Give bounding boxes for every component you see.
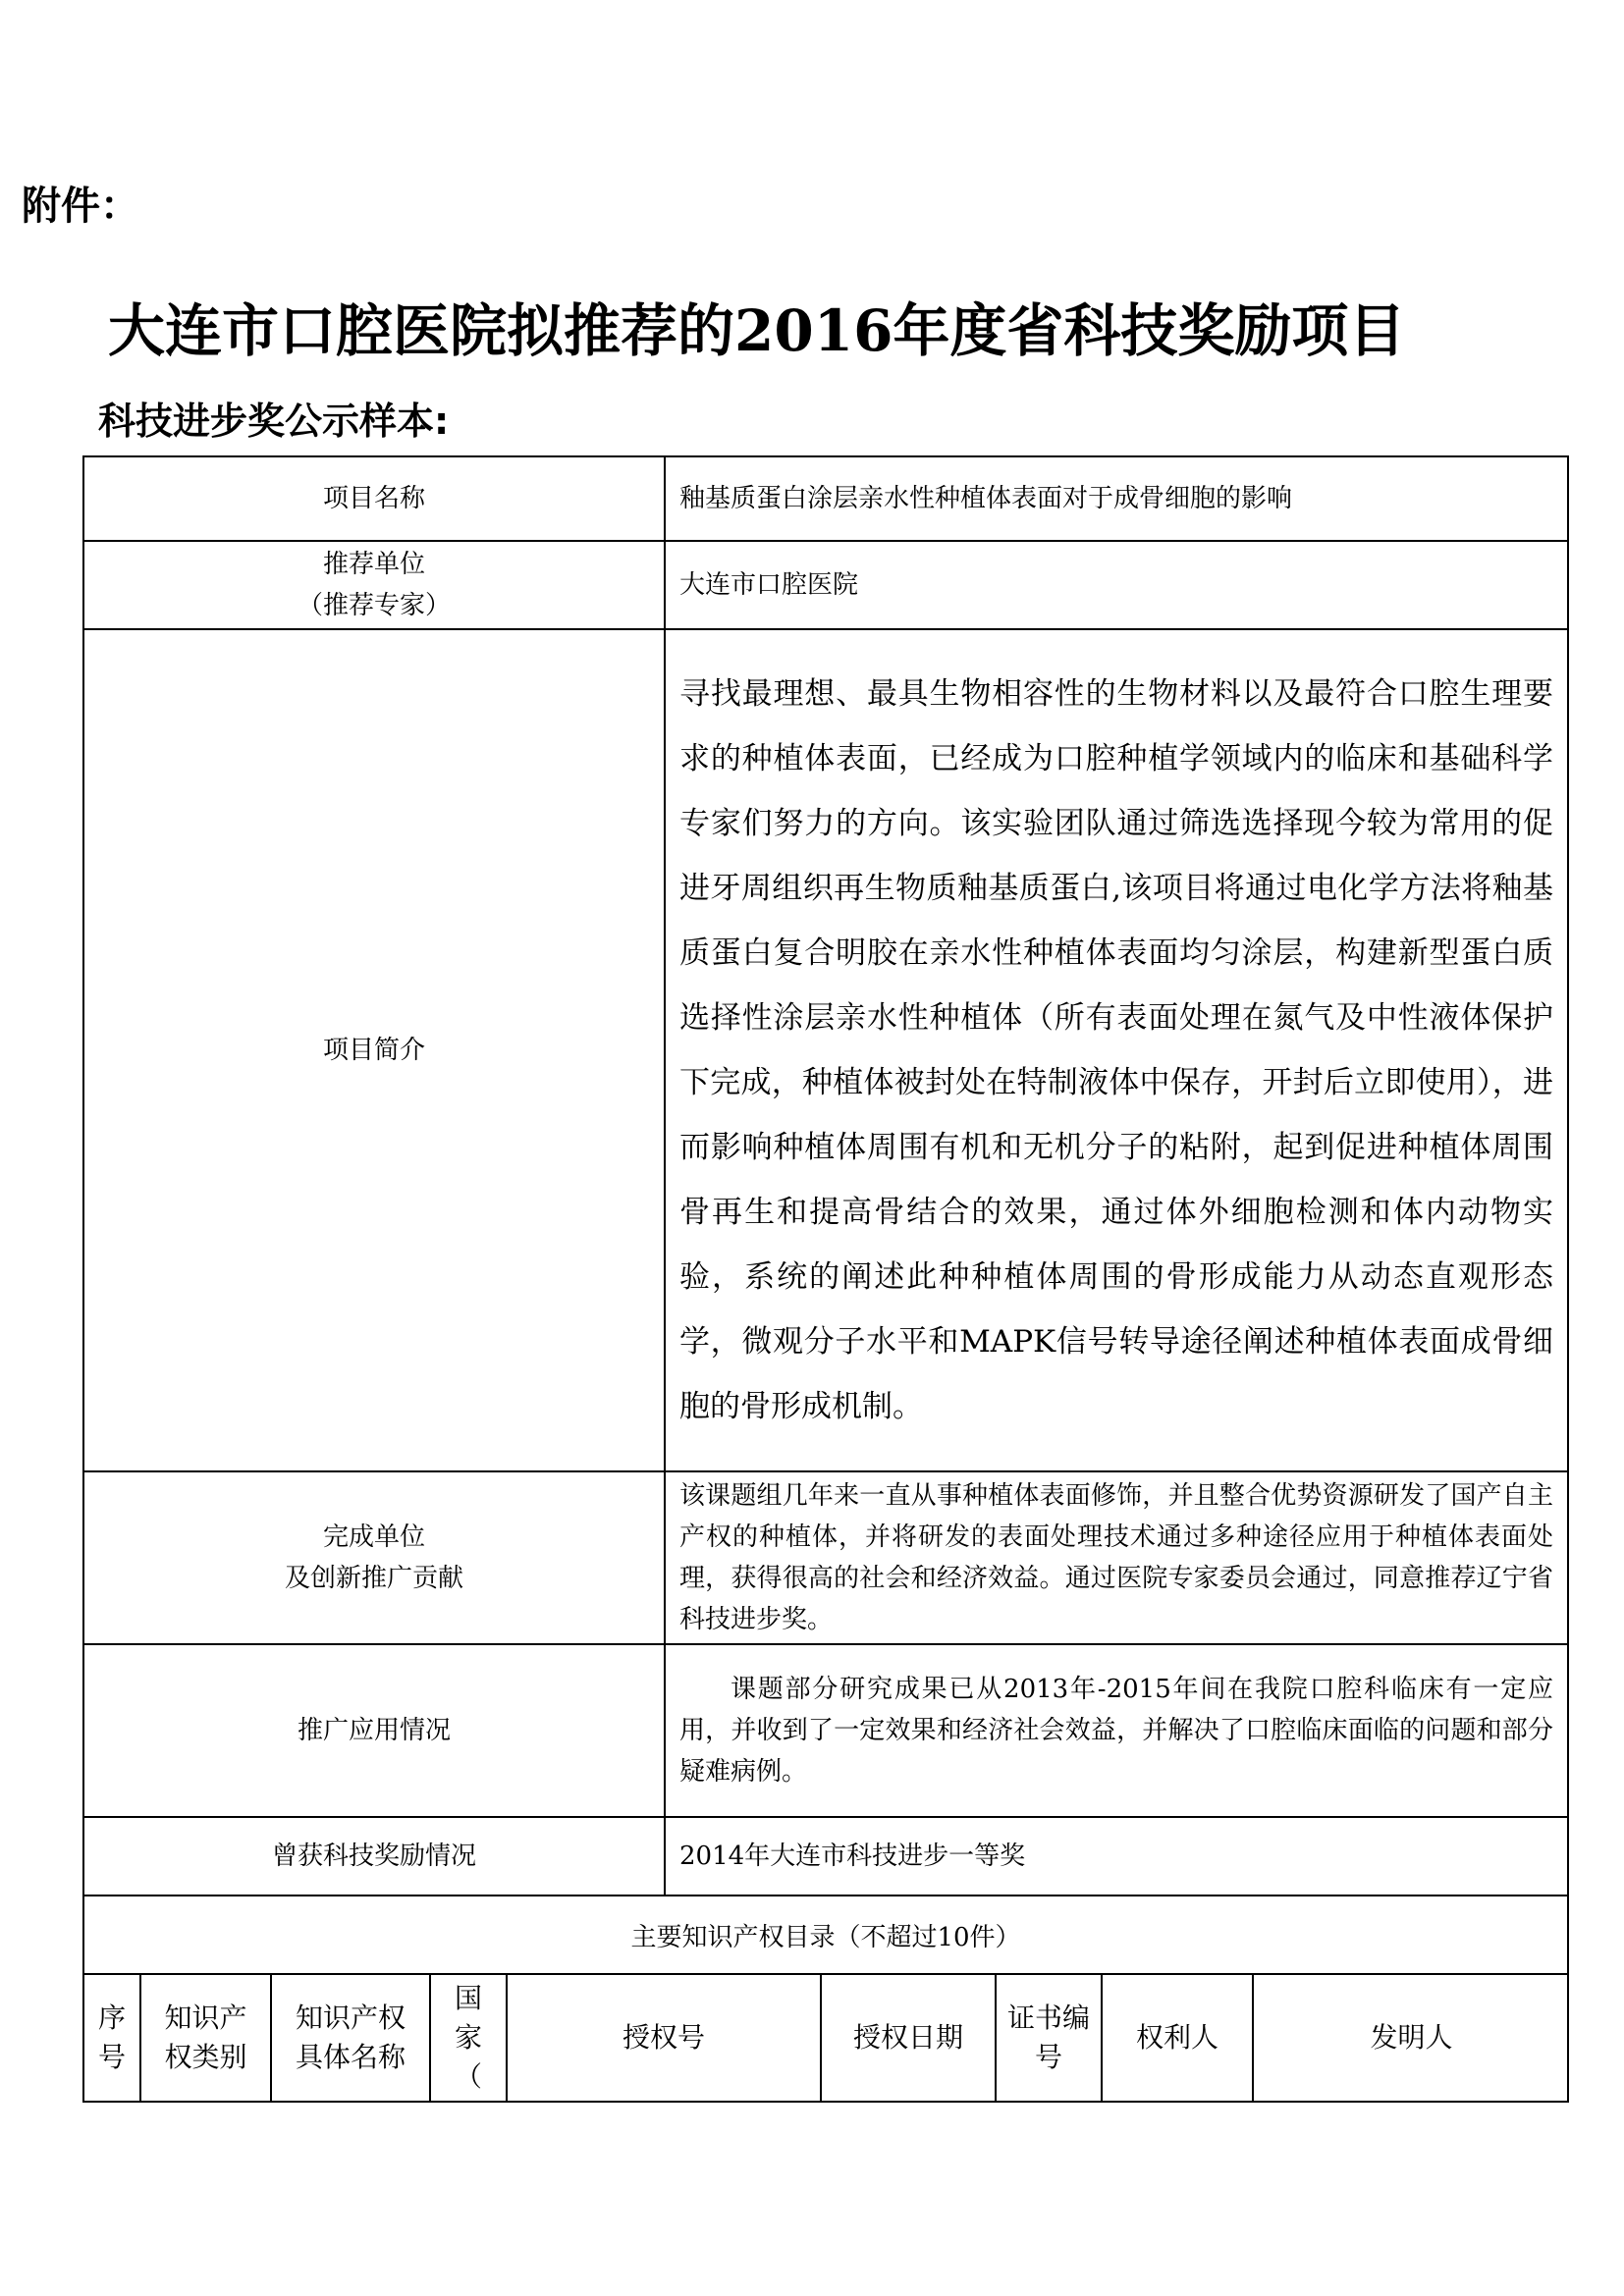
ip-col-serial-line2: 号 bbox=[97, 2041, 126, 2073]
document-subtitle: 科技进步奖公示样本: bbox=[98, 400, 450, 443]
label-application: 推广应用情况 bbox=[83, 1644, 665, 1817]
ip-col-category-line1: 知识产 bbox=[164, 2002, 247, 2034]
ip-col-serial-line1: 序 bbox=[97, 2002, 126, 2034]
value-completion: 该课题组几年来一直从事种植体表面修饰，并且整合优势资源研发了国产自主产权的种植体，并将研发的表面处理技术通过多种途径应用于种植体表面处理，获得很高的社会和经济效益。通过医院专家委员会通过，同意推荐辽宁省科技进步奖。 bbox=[665, 1471, 1568, 1644]
attachment-label: 附件： bbox=[22, 184, 139, 229]
label-completion-line1: 完成单位 bbox=[322, 1522, 425, 1552]
ip-col-category-line2: 权类别 bbox=[164, 2041, 247, 2073]
ip-col-certificate-line2: 号 bbox=[1034, 2041, 1062, 2073]
ip-col-name-line1: 知识产权 bbox=[295, 2002, 406, 2034]
row-summary bbox=[83, 629, 1568, 1471]
ip-col-certificate bbox=[996, 1975, 1102, 2101]
ip-col-certificate-line1: 证书编 bbox=[1006, 2002, 1090, 2034]
label-recommender-line2: （推荐专家） bbox=[297, 591, 451, 620]
ip-col-grant-number-line1: 授权号 bbox=[622, 2021, 705, 2054]
ip-heading: 主要知识产权目录（不超过10件） bbox=[83, 1896, 1568, 1974]
ip-col-country-line3: （ bbox=[454, 2060, 482, 2093]
ip-col-grant-date-line1: 授权日期 bbox=[852, 2021, 963, 2054]
ip-col-serial bbox=[84, 1975, 140, 2101]
ip-col-inventor bbox=[1253, 1975, 1569, 2101]
ip-col-inventor-line1: 发明人 bbox=[1370, 2021, 1453, 2054]
ip-columns-container bbox=[83, 1974, 1568, 2102]
label-project-name: 项目名称 bbox=[83, 456, 665, 541]
label-recommender bbox=[83, 541, 665, 629]
document-title: 大连市口腔医院拟推荐的2016年度省科技奖励项目 bbox=[108, 297, 1406, 364]
row-project-name bbox=[83, 456, 1568, 541]
value-application: 课题部分研究成果已从2013年-2015年间在我院口腔科临床有一定应用，并收到了一定效果和经济社会效益，并解决了口腔临床面临的问题和部分疑难病例。 bbox=[665, 1644, 1568, 1817]
label-summary: 项目简介 bbox=[83, 629, 665, 1471]
label-completion bbox=[83, 1471, 665, 1644]
value-awards: 2014年大连市科技进步一等奖 bbox=[665, 1817, 1568, 1896]
ip-col-name bbox=[271, 1975, 430, 2101]
row-ip-columns bbox=[83, 1974, 1568, 2102]
ip-col-grant-date bbox=[821, 1975, 996, 2101]
ip-col-holder bbox=[1102, 1975, 1253, 2101]
ip-col-holder-line1: 权利人 bbox=[1135, 2021, 1218, 2054]
row-ip-heading bbox=[83, 1896, 1568, 1974]
value-recommender: 大连市口腔医院 bbox=[665, 541, 1568, 629]
ip-col-country-line2: 家 bbox=[454, 2021, 482, 2054]
value-summary: 寻找最理想、最具生物相容性的生物材料以及最符合口腔生理要求的种植体表面，已经成为口腔种植学领域内的临床和基础科学专家们努力的方向。该实验团队通过筛选选择现今较为常用的促进牙周组织再生物质釉基质蛋白,该项目将通过电化学方法将釉基质蛋白复合明胶在亲水性种植体表面均匀涂层，构建新型蛋白质选择性涂层亲水性种植体（所有表面处理在氮气及中性液体保护下完成，种植体被封处在特制液体中保存，开封后立即使用），进而影响种植体周围有机和无机分子的粘附，起到促进种植体周围骨再生和提高骨结合的效果，通过体外细胞检测和体内动物实验，系统的阐述此种种植体周围的骨形成能力从动态直观形态学，微观分子水平和MAPK信号转导途径阐述种植体表面成骨细胞的骨形成机制。 bbox=[665, 629, 1568, 1471]
ip-col-grant-number bbox=[507, 1975, 821, 2101]
value-project-name: 釉基质蛋白涂层亲水性种植体表面对于成骨细胞的影响 bbox=[665, 456, 1568, 541]
ip-col-category bbox=[140, 1975, 271, 2101]
row-awards bbox=[83, 1817, 1568, 1896]
ip-col-name-line2: 具体名称 bbox=[295, 2041, 406, 2073]
ip-col-country-line1: 国 bbox=[454, 1982, 482, 2014]
row-completion bbox=[83, 1471, 1568, 1644]
row-application bbox=[83, 1644, 1568, 1817]
project-info-table bbox=[82, 455, 1569, 2103]
ip-col-country bbox=[430, 1975, 507, 2101]
label-awards: 曾获科技奖励情况 bbox=[83, 1817, 665, 1896]
ip-table bbox=[84, 1975, 1569, 2101]
label-recommender-line1: 推荐单位 bbox=[322, 550, 425, 579]
label-completion-line2: 及创新推广贡献 bbox=[284, 1564, 463, 1593]
row-recommender bbox=[83, 541, 1568, 629]
